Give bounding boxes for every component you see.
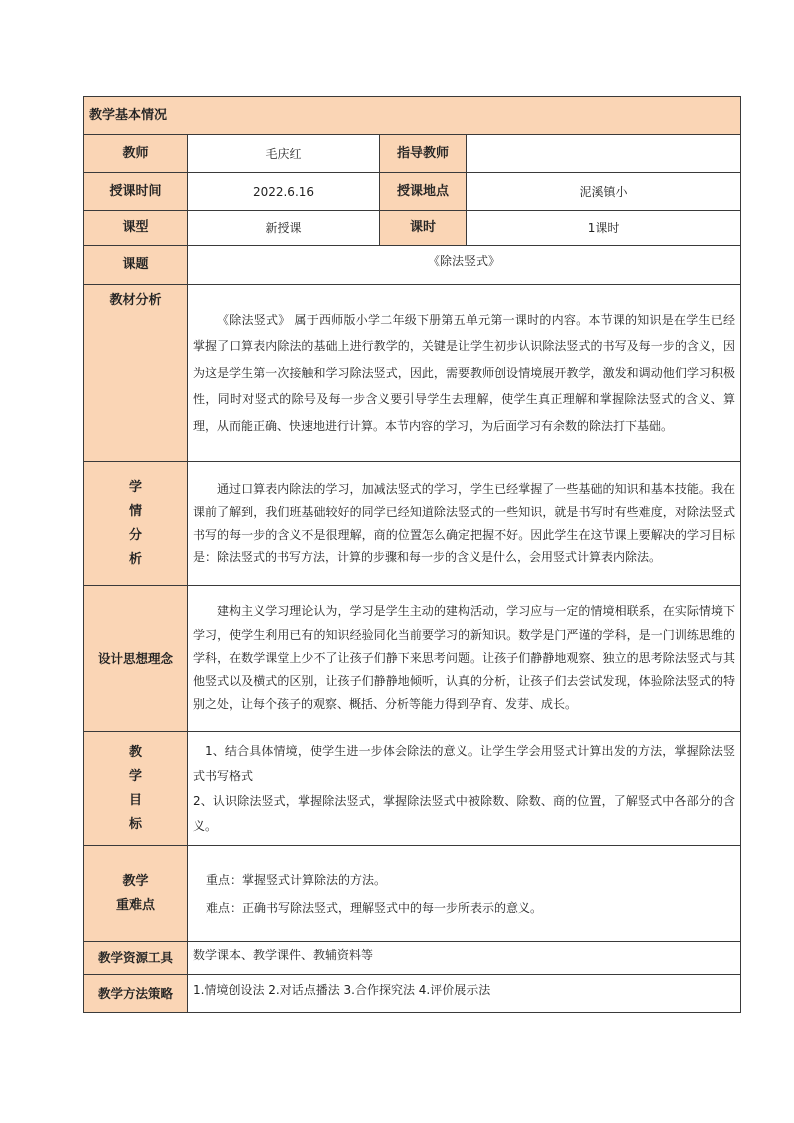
time-row bbox=[84, 173, 741, 211]
teaching-goals bbox=[188, 732, 741, 846]
resources-label: 教学资源工具 bbox=[84, 942, 188, 975]
students-text: 通过口算表内除法的学习，加减法竖式的学习，学生已经掌握了一些基础的知识和基本技能。我在课前了解到，我们班基础较好的同学已经知道除法竖式的一些知识，就是书写时有些难度，对除法竖式书写的每一步的含义不是很理解，商的位置怎么确定把握不好。因此学生在这节课上要解决的学习目标是：除法竖式的书写方法，计算的步骤和每一步的含义是什么，会用竖式计算表内除法。 bbox=[193, 482, 736, 565]
key-point: 重点：掌握竖式计算除法的方法。 bbox=[206, 872, 387, 887]
design-philosophy bbox=[188, 586, 741, 732]
students-label-char: 分 bbox=[128, 527, 142, 543]
goals-label-char: 教 bbox=[128, 744, 142, 760]
resources-row bbox=[84, 942, 741, 975]
keypoints-row bbox=[84, 846, 741, 942]
topic-row bbox=[84, 246, 741, 285]
section-title: 教学基本情况 bbox=[84, 97, 741, 135]
hours-value: 1课时 bbox=[467, 211, 741, 246]
place-value: 泥溪镇小 bbox=[467, 173, 741, 211]
students-row bbox=[84, 462, 741, 586]
goals-label-char: 标 bbox=[128, 816, 142, 832]
design-text: 建构主义学习理论认为，学习是学生主动的建构活动，学习应与一定的情境相联系，在实际情境下学习，使学生利用已有的知识经验同化当前要学习的新知识。数学是门严谨的学科，是一门训练思维的学科，在数学课堂上少不了让孩子们静下来思考问题。让孩子们静静地观察、独立的思考除法竖式与其他竖式以及横式的区别，让孩子们静静地倾听，认真的分析，让孩子们去尝试发现，体验除法竖式的特别之处，让每个孩子的观察、概括、分析等能力得到孕育、发芽、成长。 bbox=[193, 604, 736, 712]
methods-value: 1.情境创设法 2.对话点播法 3.合作探究法 4.评价展示法 bbox=[188, 975, 741, 1013]
time-value: 2022.6.16 bbox=[188, 173, 380, 211]
lesson-info-table bbox=[83, 96, 741, 1013]
difficult-point: 难点：正确书写除法竖式，理解竖式中的每一步所表示的意义。 bbox=[206, 900, 543, 915]
goals-label-char: 目 bbox=[128, 792, 142, 808]
teacher-value: 毛庆红 bbox=[188, 135, 380, 173]
resources-value: 数学课本、教学课件、教辅资料等 bbox=[188, 942, 741, 975]
type-row bbox=[84, 211, 741, 246]
keypoints-label bbox=[84, 846, 188, 942]
methods-row bbox=[84, 975, 741, 1013]
students-label-char: 情 bbox=[128, 503, 142, 519]
hours-label: 课时 bbox=[380, 211, 467, 246]
students-analysis bbox=[188, 462, 741, 586]
key-difficult-points bbox=[188, 846, 741, 942]
mentor-label: 指导教师 bbox=[380, 135, 467, 173]
topic-label: 课题 bbox=[84, 246, 188, 285]
topic-value: 《除法竖式》 bbox=[188, 246, 741, 285]
goals-label-char: 学 bbox=[128, 768, 142, 784]
time-label: 授课时间 bbox=[84, 173, 188, 211]
teacher-row bbox=[84, 135, 741, 173]
design-label: 设计思想理念 bbox=[84, 586, 188, 732]
students-label bbox=[84, 462, 188, 586]
goals-label bbox=[84, 732, 188, 846]
textbook-analysis bbox=[188, 285, 741, 462]
design-row bbox=[84, 586, 741, 732]
place-label: 授课地点 bbox=[380, 173, 467, 211]
keypoints-label-line: 重难点 bbox=[115, 897, 155, 913]
goals-row bbox=[84, 732, 741, 846]
mentor-value bbox=[467, 135, 741, 173]
textbook-label: 教材分析 bbox=[84, 285, 188, 462]
students-label-char: 析 bbox=[128, 551, 142, 567]
keypoints-label-line: 教学 bbox=[122, 873, 149, 889]
goal-item-2: 2、认识除法竖式，掌握除法竖式，掌握除法竖式中被除数、除数、商的位置，了解竖式中各部分的含义。 bbox=[193, 793, 736, 833]
header-row bbox=[84, 97, 741, 135]
lesson-plan-sheet bbox=[83, 96, 740, 1013]
type-value: 新授课 bbox=[188, 211, 380, 246]
goal-item-1: 1、结合具体情境，使学生进一步体会除法的意义。让学生学会用竖式计算出发的方法，掌握除法竖式书写格式 bbox=[193, 743, 736, 783]
students-label-char: 学 bbox=[128, 479, 142, 495]
textbook-text: 《除法竖式》 属于西师版小学二年级下册第五单元第一课时的内容。本节课的知识是在学生已经掌握了口算表内除法的基础上进行教学的，关键是让学生初步认识除法竖式的书写及每一步的含义，因为这是学生第一次接触和学习除法竖式，因此，需要教师创设情境展开教学，激发和调动他们学习积极性，同时对竖式的除号及每一步含义要引导学生去理解，使学生真正理解和掌握除法竖式的含义、算理，从而能正确、快速地进行计算。本节内容的学习，为后面学习有余数的除法打下基础。 bbox=[193, 312, 736, 433]
textbook-row bbox=[84, 285, 741, 462]
type-label: 课型 bbox=[84, 211, 188, 246]
methods-label: 教学方法策略 bbox=[84, 975, 188, 1013]
teacher-label: 教师 bbox=[84, 135, 188, 173]
